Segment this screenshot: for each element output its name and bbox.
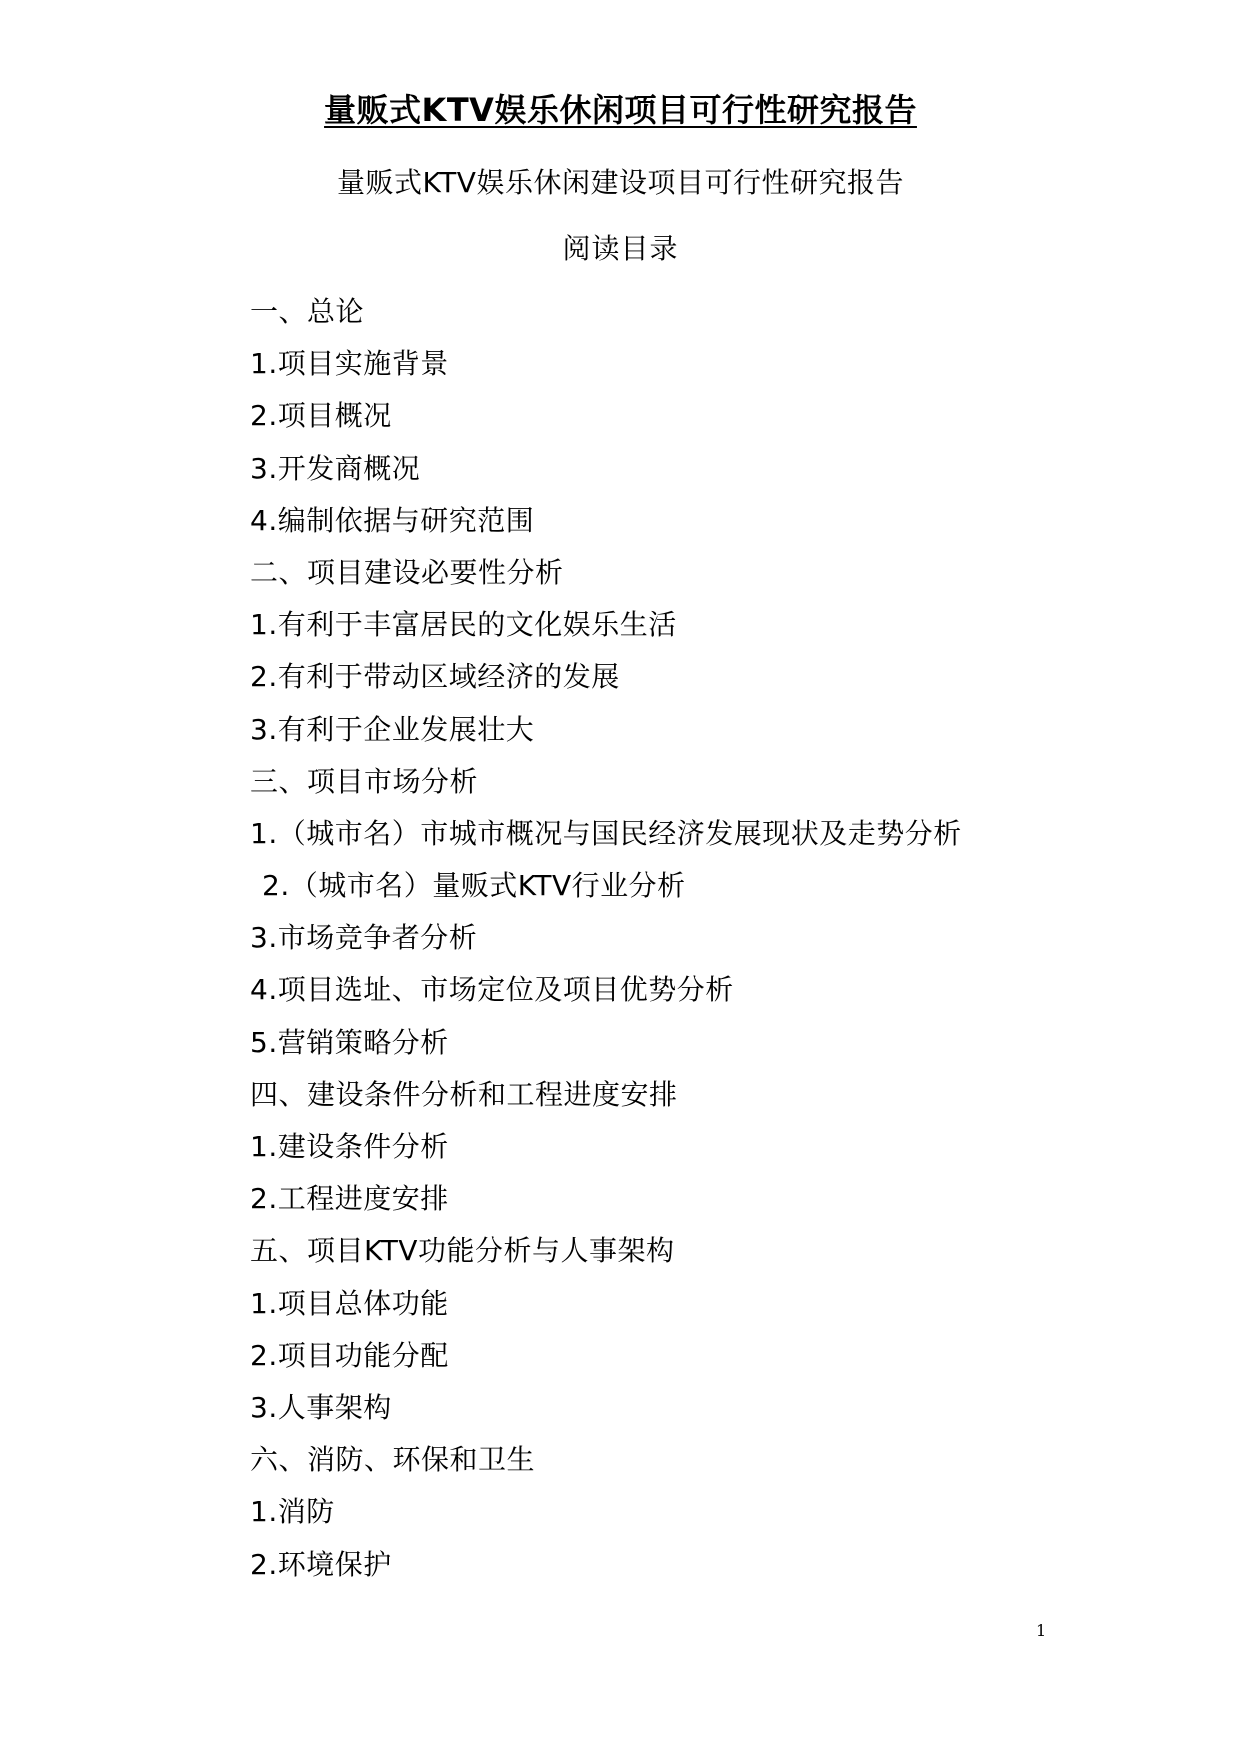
toc-item: 3.开发商概况 bbox=[250, 451, 421, 485]
toc-item: 一、总论 bbox=[250, 295, 365, 328]
toc-item: 3.市场竞争者分析 bbox=[250, 921, 478, 955]
toc-item: 五、项目KTV功能分析与人事架构 bbox=[250, 1234, 675, 1268]
toc-item: 2.工程进度安排 bbox=[250, 1182, 449, 1216]
toc-item: 三、项目市场分析 bbox=[250, 764, 479, 798]
toc-item: 1.建设条件分析 bbox=[250, 1130, 449, 1163]
toc-item: 2.（城市名）量贩式KTV行业分析 bbox=[262, 869, 686, 903]
toc-item: 5.营销策略分析 bbox=[250, 1025, 449, 1059]
toc-item: 2.项目概况 bbox=[250, 399, 392, 433]
table-of-contents bbox=[250, 292, 1150, 1597]
toc-item: 二、项目建设必要性分析 bbox=[250, 555, 564, 589]
toc-item: 4.项目选址、市场定位及项目优势分析 bbox=[250, 973, 734, 1007]
toc-heading: 阅读目录 bbox=[562, 232, 679, 265]
toc-item: 1.消防 bbox=[250, 1495, 335, 1529]
toc-item: 1.项目总体功能 bbox=[250, 1286, 449, 1320]
toc-item: 2.环境保护 bbox=[250, 1547, 392, 1581]
toc-item: 2.有利于带动区域经济的发展 bbox=[250, 660, 620, 694]
toc-item: 1.项目实施背景 bbox=[250, 347, 449, 381]
toc-item: 3.有利于企业发展壮大 bbox=[250, 712, 535, 746]
toc-item: 3.人事架构 bbox=[250, 1390, 392, 1424]
document-title: 量贩式KTV娱乐休闲项目可行性研究报告 bbox=[324, 91, 917, 129]
page-number: 1 bbox=[1036, 1621, 1047, 1640]
toc-item: 四、建设条件分析和工程进度安排 bbox=[250, 1077, 678, 1111]
toc-item: 1.有利于丰富居民的文化娱乐生活 bbox=[250, 608, 677, 642]
toc-item: 六、消防、环保和卫生 bbox=[250, 1443, 536, 1477]
toc-item: 4.编制依据与研究范围 bbox=[250, 503, 535, 537]
toc-item: 2.项目功能分配 bbox=[250, 1338, 449, 1372]
toc-item: 1.（城市名）市城市概况与国民经济发展现状及走势分析 bbox=[250, 816, 962, 850]
document-subtitle: 量贩式KTV娱乐休闲建设项目可行性研究报告 bbox=[337, 166, 904, 199]
